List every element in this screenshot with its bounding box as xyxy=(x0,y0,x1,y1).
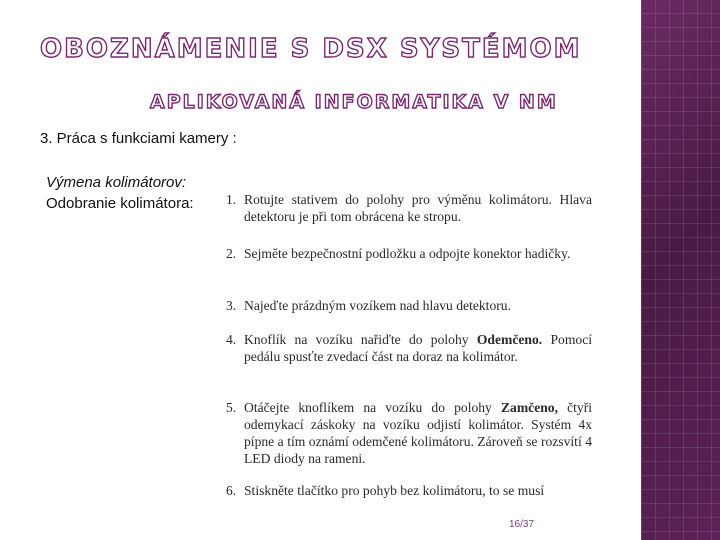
instruction-text: Otáčejte knoflíkem na vozíku do polohy Zamčeno, čtyři odemykací záskoky na vozíku odjistí kolimátor. Systém 4x pípne a tím oznámí odemčené kolimátoru. Zároveň se rozsvítí 4 LED diody na rameni. xyxy=(244,400,592,466)
instruction-number: 3. xyxy=(226,298,237,313)
instruction-item xyxy=(226,297,592,314)
collimator-removal-label: Odobranie kolimátora: xyxy=(46,195,194,212)
instruction-number: 4. xyxy=(226,332,237,347)
instruction-number: 5. xyxy=(226,400,237,415)
instruction-item xyxy=(226,191,592,225)
page-number: 16/37 xyxy=(509,519,535,530)
section-heading: 3. Práca s funkciami kamery : xyxy=(40,130,237,147)
instruction-item xyxy=(226,482,592,499)
instruction-text: Knoflík na vozíku nařiďte do polohy Odemčeno. Pomocí pedálu spusťte zvedací část na doraz na kolimátor. xyxy=(244,332,592,364)
instruction-emphasis: Odemčeno. xyxy=(476,332,543,347)
slide-subtitle: APLIKOVANÁ INFORMATIKA V NM xyxy=(150,91,558,113)
instruction-number: 2. xyxy=(226,246,237,261)
instruction-number: 1. xyxy=(226,192,237,207)
scanned-instructions xyxy=(226,191,592,501)
instruction-item xyxy=(226,399,592,467)
instruction-item xyxy=(226,245,592,262)
instruction-emphasis: Zamčeno, xyxy=(500,400,558,415)
slide-title: OBOZNÁMENIE S DSX SYSTÉMOM xyxy=(40,34,582,64)
instruction-item xyxy=(226,331,592,365)
instruction-number: 6. xyxy=(226,483,237,498)
instruction-text: Rotujte stativem do polohy pro výměnu kolimátoru. Hlava detektoru je při tom obrácena ke stropu. xyxy=(244,192,592,224)
decorative-side-band xyxy=(641,0,720,540)
instruction-text: Sejměte bezpečnostní podložku a odpojte konektor hadičky. xyxy=(244,246,571,261)
instruction-text: Stiskněte tlačítko pro pohyb bez kolimátoru, to se musí xyxy=(244,483,545,498)
instruction-text: Najeďte prázdným vozíkem nad hlavu detektoru. xyxy=(244,298,511,313)
collimator-replacement-label: Výmena kolimátorov: xyxy=(46,174,187,191)
